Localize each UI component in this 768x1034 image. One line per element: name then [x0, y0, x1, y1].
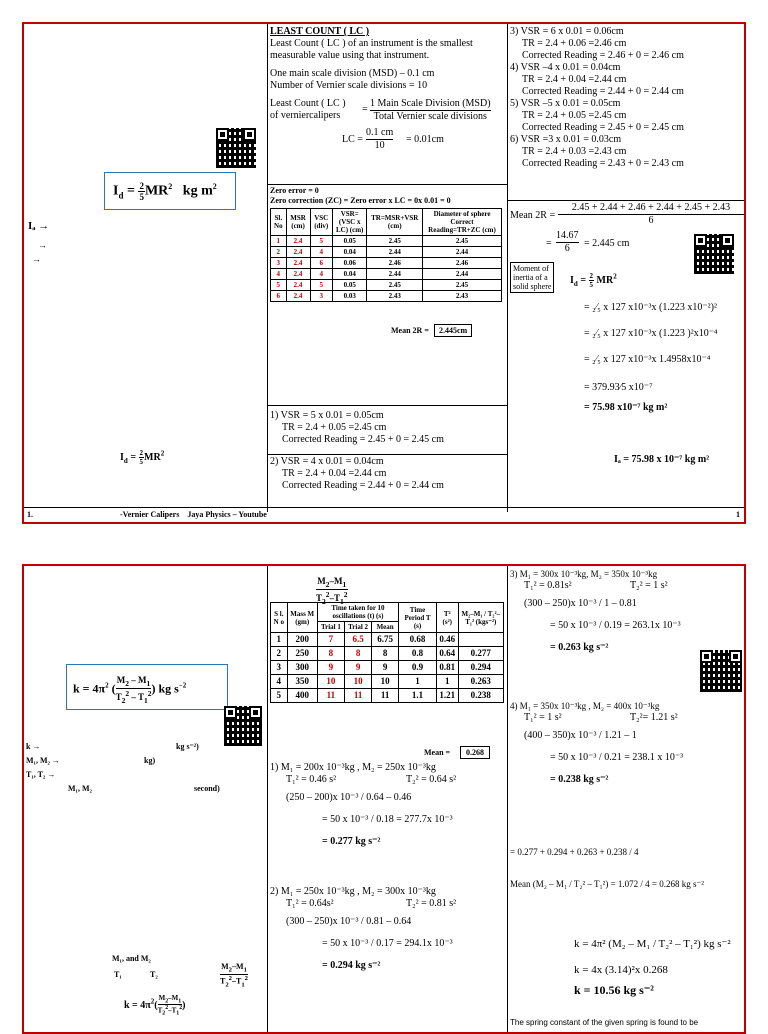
calc-line: 1) M₁ = 200x 10⁻³kg , M₂ = 250x 10⁻³kg — [270, 762, 436, 773]
mean-2r-lhs: Mean 2R = — [510, 210, 556, 221]
lc-denominator: Total Vernier scale divisions — [373, 111, 487, 122]
spring-table — [270, 602, 504, 703]
calc-line: (400 – 350)x 10⁻³ / 1.21 – 1 — [524, 730, 637, 741]
msd-line: One main scale division (MSD) – 0.1 cm — [270, 68, 435, 79]
calc-result: = 0.238 kg s⁻² — [550, 774, 609, 785]
calc-line: = 50 x 10⁻³ / 0.19 = 263.1x 10⁻³ — [550, 620, 681, 631]
table-cell: 0.8 — [399, 647, 437, 661]
table-cell: 2.46 — [423, 258, 502, 269]
calc-result: = 0.294 kg s⁻² — [322, 960, 381, 971]
formula-main: $I_d$ = $\frac{2}{5}$ $MR^2$ kg $m^2$ — [113, 181, 217, 202]
lc-numerator: 1 Main Scale Division (MSD) — [370, 98, 491, 109]
moi-step: = ₂⁄₅ x 127 x10⁻³x (1.223 x10⁻²)² — [584, 302, 717, 313]
table-cell: 2.44 — [423, 247, 502, 258]
sub-header: Trial 1 — [317, 622, 344, 633]
calc-4 — [510, 62, 746, 98]
arrow-icon: → — [38, 240, 47, 250]
table-cell: 0.81 — [436, 661, 458, 675]
mean-2r-numerator: 2.45 + 2.44 + 2.46 + 2.44 + 2.45 + 2.43 — [558, 202, 744, 215]
calc-line: Corrected Reading = 2.46 + 0 = 2.46 cm — [522, 50, 684, 61]
divider — [507, 24, 508, 512]
qr-code-icon — [700, 650, 742, 692]
calc-line: 6) VSR =3 x 0.01 = 0.03cm — [510, 134, 622, 145]
calc-3 — [510, 26, 746, 62]
symbol-masses: M₁, M₂ → — [26, 756, 60, 765]
lc-calc-den: 10 — [374, 140, 385, 151]
table-cell: 6 — [271, 291, 287, 302]
table-cell: 3 — [271, 258, 287, 269]
spring-calc-2 — [270, 886, 506, 972]
page-1: $I_d$ = $\frac{2}{5}$ $MR^2$ kg $m^2$ Iₐ → → → $I_d$ = $\frac{2}{5}$ $MR^2$ LEAST COUNT ( LC ) Least Count ( LC ) of an instrument is the smallest measurable value using that instrument. One main scale division (MSD) – 0.1 cm Number of Vernier scale divisions = 10 Least Count ( LC ) of verniercalipers = 1 Main Scale Division (MSD) Total Vernier scale divisions LC = $\frac{0.1 cm}{10}$ = 0.01cm Zero error = 0 Zero correction (ZC) = Zero error x LC = 0x 0.01 = 0 Sl. No MSR (cm) VSC (div) VSR= (VSC x LC) (cm) TR=MSR+VSR (cm) Diameter of sphere Correct Reading=TR+ZC (cm) 1 2.4 5 0.05 2.45 2.45 2 2.4 4 0.04 2.44 2.44 3 2.4 6 0.06 2.46 2.46 4 2.4 4 0.04 2.44 2.44 5 2.4 5 0.05 2.45 2.45 6 2.4 3 0.03 2.43 2.43 Mean 2R = 2.445cm 1) VSR = 5 x 0.01 = 0.05cm TR = 2.4 + 0.05 =2.45 cm Corrected Reading = 2.45 + 0 = 2.45 cm 2) VSR = 4 x 0.01 = 0.04cm TR = 2.4 + 0.04 =2.44 cm Corrected Reading = 2.44 + 0 = 2.44 cm 3) VSR = 6 x 0.01 = 0.06cm TR = 2.4 + 0.06 =2.46 cm Corrected Reading = 2.46 + 0 = 2.46 cm 4) VSR –4 x 0.01 = 0.04cm TR = 2.4 + 0.04 =2.44 cm Corrected Reading = 2.44 + 0 = 2.44 cm 5) VSR –5 x 0.01 = 0.05cm TR = 2.4 + 0.05 =2.45 cm Corrected Reading = 2.45 + 0 = 2.45 cm 6) VSR =3 x 0.01 = 0.03cm TR = 2.4 + 0.03 =2.43 cm Corrected Reading = 2.43 + 0 = 2.43 cm Mean 2R = $\frac{2.45 + 2.44 + 2.46 + 2.44 + 2.45 + 2.43}{6}$ = 14.67 6 = 2.445 cm Moment of inertia of a solid sphere $I_d$ = $\frac{2}{5}$ $MR^2$ = ₂⁄₅ x 127 x10⁻³x (1.223 x10⁻²)² = ₂⁄₅ x 127 x10⁻³x (1.223 )²x10⁻⁴ = ₂⁄₅ x 127 x10⁻³x 1.4958x10⁻⁴ = 379.93⁄5 x10⁻⁷ = 75.98 x10⁻⁷ kg m² Iₐ = 75.98 x 10⁻⁷ kg m² 1. -Vernier Calipers Jaya Physics – Youtube 1 — [22, 22, 746, 524]
sub-header: Mean — [372, 622, 399, 633]
table-row — [271, 258, 502, 269]
moi-step: = ₂⁄₅ x 127 x10⁻³x (1.223 )²x10⁻⁴ — [584, 328, 718, 339]
table-cell: 6 — [310, 258, 332, 269]
lc-label-2: of verniercalipers — [270, 110, 341, 121]
lc-result: = 0.01cm — [406, 134, 444, 145]
spring-calc-4 — [510, 700, 746, 786]
table-row — [271, 675, 504, 689]
table-cell: 10 — [345, 675, 372, 689]
table-cell: 1 — [436, 675, 458, 689]
footer-credit: -Vernier Calipers Jaya Physics – Youtube — [120, 510, 267, 519]
table-cell: 2 — [271, 647, 288, 661]
table-cell: 2.43 — [423, 291, 502, 302]
k-result: k = 10.56 kg s⁻² — [574, 983, 654, 997]
arrow-icon: → — [32, 254, 41, 264]
table-cell: 200 — [287, 633, 317, 647]
spring-formula: $k = 4\pi^2$ ( $\frac{M_2 - M_1}{T_2^2 - T_1^2}$ ) kg $s^{-2}$ — [73, 675, 187, 705]
table-cell: 6.5 — [345, 633, 372, 647]
masses-label: M₁, and M₂ — [112, 954, 151, 963]
table-cell: 0.04 — [332, 269, 366, 280]
calc-line: T₁² = 0.64s² — [286, 898, 334, 909]
table-cell: 2.44 — [423, 269, 502, 280]
lc-calc-num: 0.1 cm — [366, 127, 394, 138]
calc-line: (300 – 250)x 10⁻³ / 1 – 0.81 — [524, 598, 637, 609]
table-cell: 11 — [317, 689, 344, 703]
table-cell: 1.1 — [399, 689, 437, 703]
table-cell: 1.21 — [436, 689, 458, 703]
unit-second: second) — [194, 784, 220, 793]
calc-line: = 50 x 10⁻³ / 0.21 = 238.1 x 10⁻³ — [550, 752, 684, 763]
moi-formula: $I_d$ = $\frac{2}{5}$ $MR^2$ — [570, 272, 617, 289]
calc-5 — [510, 98, 746, 134]
calc-line: T₁² = 0.81s² — [524, 580, 572, 591]
table-cell: 6.75 — [372, 633, 399, 647]
calc-line: T₁² = 0.46 s² — [286, 774, 337, 785]
table-cell: 2.4 — [286, 280, 310, 291]
t1-label: T₁ — [114, 970, 122, 979]
calc-line: 2) VSR = 4 x 0.01 = 0.04cm — [270, 456, 384, 467]
table-heading: $\frac{M_2-M_1}{T_2^2-T_1^2}$ — [316, 576, 348, 606]
k-formula: k = 4π² (M₂ – M₁ / T₂² – T₁²) kg s⁻² — [574, 938, 731, 950]
symbol-periods: T₁, T₂ → — [26, 770, 56, 779]
symbol-id-arrow: Iₐ → — [28, 220, 50, 232]
table-cell: 0.68 — [399, 633, 437, 647]
table-cell: 1 — [271, 633, 288, 647]
calc-line: T₂² = 0.64 s² — [406, 774, 457, 785]
symbol-masses-2: M₁, M₂ — [68, 784, 92, 793]
table-cell: 350 — [287, 675, 317, 689]
col-header: T² (s²) — [436, 603, 458, 633]
table-cell: 2.45 — [423, 236, 502, 247]
table-row — [271, 291, 502, 302]
spring-formula-bottom: $k = 4\pi^2$( $\frac{M_2-M_1}{T_2^2-T_1^2}$ ) — [124, 994, 186, 1018]
mean-2r-result: = 2.445 cm — [584, 238, 630, 249]
unit-k: kg s⁻²) — [176, 742, 199, 751]
table-cell: 10 — [372, 675, 399, 689]
table-cell: 9 — [317, 661, 344, 675]
lc-lhs: LC = — [342, 134, 363, 145]
calc-line: TR = 2.4 + 0.04 =2.44 cm — [282, 468, 387, 479]
calc-line: T₂² = 0.81 s² — [406, 898, 457, 909]
calc-line: Corrected Reading = 2.45 + 0 = 2.45 cm — [282, 434, 444, 445]
calc-line: Corrected Reading = 2.45 + 0 = 2.45 cm — [522, 122, 684, 133]
least-count-heading: LEAST COUNT ( LC ) — [270, 26, 370, 37]
k-substitution: k = 4x (3.14)²x 0.268 — [574, 964, 668, 976]
divider — [267, 24, 268, 512]
mean-2r-denominator: 6 — [648, 215, 654, 226]
table-cell: 0.05 — [332, 280, 366, 291]
table-cell: 5 — [310, 236, 332, 247]
table-cell: 2.45 — [367, 280, 423, 291]
unit-mass: kg) — [144, 756, 156, 765]
calc-line: 5) VSR –5 x 0.01 = 0.05cm — [510, 98, 621, 109]
table-row — [271, 280, 502, 291]
divider — [267, 566, 268, 1034]
qr-code-icon — [216, 128, 256, 168]
calc-line: TR = 2.4 + 0.05 =2.45 cm — [522, 110, 627, 121]
col-header: TR=MSR+VSR (cm) — [367, 209, 423, 236]
table-cell: 0.05 — [332, 236, 366, 247]
calc-line: TR = 2.4 + 0.04 =2.44 cm — [522, 74, 627, 85]
table-row — [271, 661, 504, 675]
table-cell: 4 — [310, 269, 332, 280]
table-row — [271, 269, 502, 280]
table-row — [271, 689, 504, 703]
calc-line: Corrected Reading = 2.43 + 0 = 2.43 cm — [522, 158, 684, 169]
ratio-label: $\frac{M_2-M_1}{T_2^2-T_1^2}$ — [220, 962, 248, 988]
spring-calc-1 — [270, 762, 506, 848]
col-header: M₂–M₁ / T₂²–T₁² (kgs⁻²) — [458, 603, 503, 633]
sub-header: Trial 2 — [345, 622, 372, 633]
calc-line: 1) VSR = 5 x 0.01 = 0.05cm — [270, 410, 384, 421]
calc-line: TR = 2.4 + 0.05 =2.45 cm — [282, 422, 387, 433]
table-cell: 1 — [399, 675, 437, 689]
table-cell: 11 — [345, 689, 372, 703]
moi-label-line: inertia of a — [513, 273, 548, 282]
table-cell: 2.44 — [367, 269, 423, 280]
table-cell: 0.06 — [332, 258, 366, 269]
qr-code-icon — [694, 234, 734, 274]
table-cell: 2.46 — [367, 258, 423, 269]
zero-error: Zero error = 0 — [270, 186, 319, 195]
zero-correction: Zero correction (ZC) = Zero error x LC = 0x 0.01 = 0 — [270, 196, 451, 205]
conclusion-text: The spring constant of the given spring is found to be — [510, 1018, 699, 1027]
table-cell: 3 — [310, 291, 332, 302]
calc-line: 2) M₁ = 250x 10⁻³kg , M₂ = 300x 10⁻³kg — [270, 886, 436, 897]
table-row — [271, 236, 502, 247]
moi-step: = ₂⁄₅ x 127 x10⁻³x 1.4958x10⁻⁴ — [584, 354, 711, 365]
table-row — [271, 247, 502, 258]
mean-label: Mean = — [424, 748, 451, 757]
moi-label-line: Moment of — [513, 264, 549, 273]
table-cell: 2.45 — [367, 236, 423, 247]
lc-label: Least Count ( LC ) — [270, 98, 346, 109]
table-cell: 8 — [345, 647, 372, 661]
table-cell: 8 — [317, 647, 344, 661]
t2-label: T₂ — [150, 970, 158, 979]
calc-1 — [270, 410, 444, 446]
table-cell: 4 — [271, 269, 287, 280]
table-cell: 0.294 — [458, 661, 503, 675]
table-cell: 5 — [310, 280, 332, 291]
table-cell: 0.238 — [458, 689, 503, 703]
calc-line: Corrected Reading = 2.44 + 0 = 2.44 cm — [522, 86, 684, 97]
table-cell: 0.04 — [332, 247, 366, 258]
calc-line: T₁² = 1 s² — [524, 712, 562, 723]
table-cell: 2.44 — [367, 247, 423, 258]
table-cell: 4 — [310, 247, 332, 258]
calc-line: TR = 2.4 + 0.06 =2.46 cm — [522, 38, 627, 49]
table-cell: 0.46 — [436, 633, 458, 647]
col-header: Time Period T (s) — [399, 603, 437, 633]
table-cell: 9 — [345, 661, 372, 675]
table-cell: 2.45 — [423, 280, 502, 291]
calc-line: (250 – 200)x 10⁻³ / 0.64 – 0.46 — [286, 792, 412, 803]
footer-page-number: 1 — [736, 510, 740, 519]
table-cell: 0.03 — [332, 291, 366, 302]
table-cell: 7 — [317, 633, 344, 647]
calc-result: = 0.263 kg s⁻² — [550, 642, 609, 653]
vernier-divisions-line: Number of Vernier scale divisions = 10 — [270, 80, 428, 91]
table-cell: 3 — [271, 661, 288, 675]
divider — [507, 566, 508, 1034]
col-header: Mass M (gm) — [287, 603, 317, 633]
calc-line: 4) VSR –4 x 0.01 = 0.04cm — [510, 62, 621, 73]
table-cell: 5 — [271, 280, 287, 291]
col-header: VSR= (VSC x LC) (cm) — [332, 209, 366, 236]
table-cell: 5 — [271, 689, 288, 703]
table-cell: 9 — [372, 661, 399, 675]
calc-line: 4) M₁ = 350x 10⁻³kg , M₂ = 400x 10⁻³kg — [510, 701, 660, 711]
table-cell: 2.4 — [286, 291, 310, 302]
formula-bottom: $I_d$ = $\frac{2}{5}$ $MR^2$ — [120, 449, 165, 466]
calc-line: TR = 2.4 + 0.03 =2.43 cm — [522, 146, 627, 157]
moi-final: Iₐ = 75.98 x 10⁻⁷ kg m² — [614, 454, 710, 465]
average-equation: = 0.277 + 0.294 + 0.263 + 0.238 / 4 — [510, 847, 639, 857]
calc-line: 3) M₁ = 300x 10⁻³kg, M₂ = 350x 10⁻³kg — [510, 569, 658, 579]
table-cell: 4 — [271, 675, 288, 689]
mean-2r-value: 2.445cm — [434, 324, 472, 337]
moi-result: = 75.98 x10⁻⁷ kg m² — [584, 402, 668, 413]
mean-equation: Mean (M₂ – M₁ / T₂² – T₁²) = 1.072 / 4 = 0.268 kg s⁻² — [510, 879, 704, 889]
table-cell: 2.43 — [367, 291, 423, 302]
footer-page-index: 1. — [27, 510, 33, 519]
page-footer — [24, 507, 744, 522]
calc-2 — [270, 456, 444, 492]
calc-line: = 50 x 10⁻³ / 0.17 = 294.1x 10⁻³ — [322, 938, 453, 949]
table-cell: 0.64 — [436, 647, 458, 661]
calc-line: T₂²= 1.21 s² — [630, 712, 678, 723]
table-cell: 1 — [271, 236, 287, 247]
vernier-table — [270, 208, 502, 302]
moi-label — [510, 262, 554, 293]
col-header: S l. N o — [271, 603, 288, 633]
col-header: VSC (div) — [310, 209, 332, 236]
spring-calc-3 — [510, 568, 746, 654]
col-header: MSR (cm) — [286, 209, 310, 236]
table-cell: 250 — [287, 647, 317, 661]
col-header: Time taken for 10 oscillations (t) (s) — [317, 603, 398, 622]
table-row — [271, 647, 504, 661]
page-2 — [22, 564, 746, 1034]
qr-code-icon — [224, 706, 262, 746]
calc-line: Corrected Reading = 2.44 + 0 = 2.44 cm — [282, 480, 444, 491]
table-cell: 2.4 — [286, 236, 310, 247]
table-cell: 10 — [317, 675, 344, 689]
table-cell: 8 — [372, 647, 399, 661]
table-cell: 0.277 — [458, 647, 503, 661]
table-cell: 400 — [287, 689, 317, 703]
calc-result: = 0.277 kg s⁻² — [322, 836, 381, 847]
calc-6 — [510, 134, 746, 170]
col-header: Sl. No — [271, 209, 287, 236]
symbol-k: k → — [26, 742, 41, 751]
mean-value: 0.268 — [460, 746, 490, 759]
col-header: Diameter of sphere Correct Reading=TR+ZC (cm) — [423, 209, 502, 236]
mean-2r-den2: 6 — [564, 243, 570, 254]
table-cell: 300 — [287, 661, 317, 675]
moi-label-line: solid sphere — [513, 282, 552, 291]
table-cell: 0.9 — [399, 661, 437, 675]
table-cell — [458, 633, 503, 647]
mean-2r-num2: 14.67 — [556, 230, 579, 241]
table-cell: 0.263 — [458, 675, 503, 689]
table-row — [271, 633, 504, 647]
formula-box — [104, 172, 236, 210]
calc-line: 3) VSR = 6 x 0.01 = 0.06cm — [510, 26, 624, 37]
table-cell: 2.4 — [286, 247, 310, 258]
moi-step: = 379.93⁄5 x10⁻⁷ — [584, 382, 653, 393]
mean-2r-label: Mean 2R = — [391, 326, 429, 335]
calc-line: (300 – 250)x 10⁻³ / 0.81 – 0.64 — [286, 916, 412, 927]
table-cell: 2.4 — [286, 269, 310, 280]
calc-line: = 50 x 10⁻³ / 0.18 = 277.7x 10⁻³ — [322, 814, 453, 825]
least-count-definition: Least Count ( LC ) of an instrument is the smallest measurable value using that instrument. — [270, 38, 473, 61]
table-cell: 2 — [271, 247, 287, 258]
formula-box — [66, 664, 228, 710]
table-cell: 11 — [372, 689, 399, 703]
calc-line: T₂² = 1 s² — [630, 580, 668, 591]
table-cell: 2.4 — [286, 258, 310, 269]
